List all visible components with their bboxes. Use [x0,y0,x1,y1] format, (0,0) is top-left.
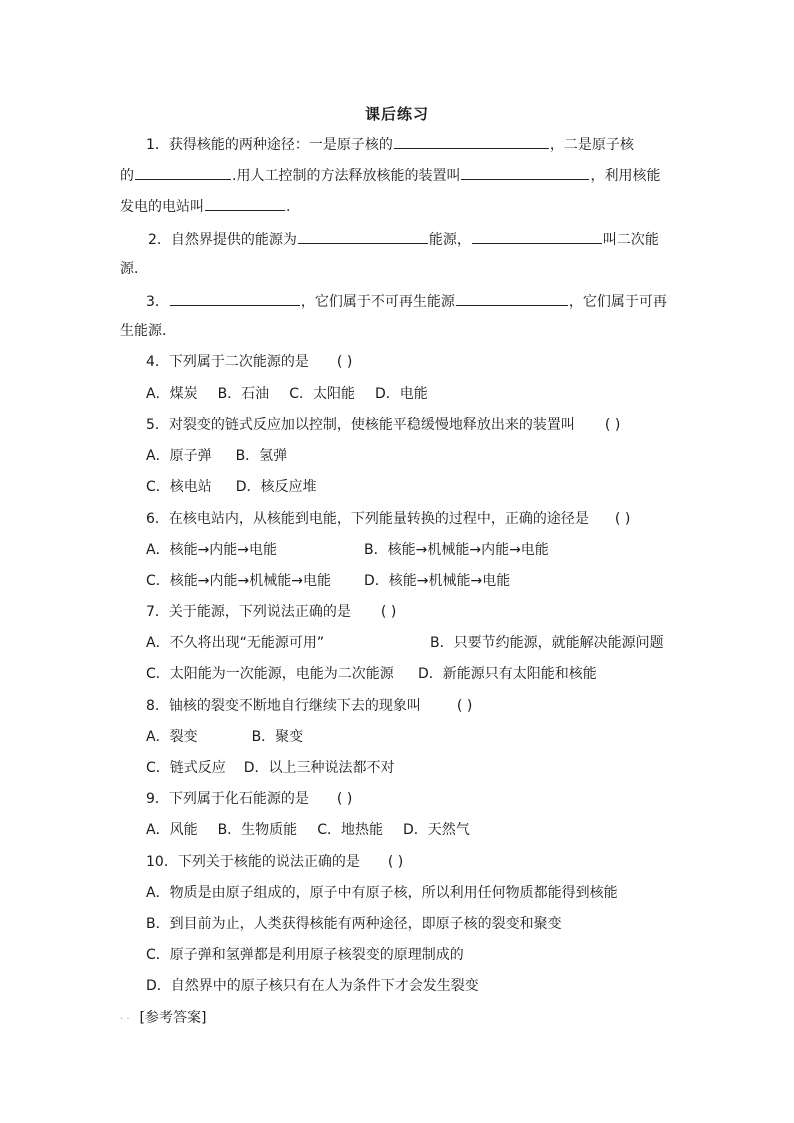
q8-option-b[interactable]: B．聚变 [251,729,304,745]
q10-option-c-text[interactable]: C．原子弹和氢弹都是利用原子核裂变的原理制成的 [146,947,464,963]
q9-answer-paren[interactable]: ( ) [336,791,353,807]
q1-text-b: ，二是原子核 [549,137,634,153]
q1-blank-4[interactable] [205,196,285,211]
q4-option-a[interactable]: A．煤炭 [146,386,198,402]
q7-option-d[interactable]: D．新能源只有太阳能和核能 [418,666,597,682]
q10-option-d-text[interactable]: D．自然界中的原子核只有在人为条件下才会发生裂变 [146,978,479,994]
q5-option-b[interactable]: B．氢弹 [235,448,288,464]
q10-stem-text: 10．下列关于核能的说法正确的是 [146,854,360,870]
q6-option-b[interactable]: B．核能→机械能→内能→电能 [364,542,549,558]
q5-option-d[interactable]: D．核反应堆 [235,479,317,495]
q6-option-c[interactable]: C．核能→内能→机械能→电能 [146,573,331,589]
question-10-option-b [146,915,562,933]
question-5-options-row-1 [146,447,287,465]
q2-text-b: 能源， [428,232,471,248]
question-1-line-1 [146,134,634,154]
question-4-options [146,385,428,403]
q2-text-d: 源． [120,261,148,277]
q8-stem-text: 8．铀核的裂变不断地自行继续下去的现象叫 [146,698,421,714]
question-2-line-1 [148,229,659,249]
question-10-stem [146,853,403,871]
q9-option-d[interactable]: D．天然气 [402,822,470,838]
q1-text-g: . [286,199,291,215]
question-7-options-row-1 [146,634,324,652]
q10-option-b-text[interactable]: B．到目前为止，人类获得核能有两种途径，即原子核的裂变和聚变 [146,916,562,932]
q7-option-c[interactable]: C．太阳能为一次能源，电能为二次能源 [146,666,394,682]
question-7-options-row-2 [146,665,394,683]
q9-option-c[interactable]: C．地热能 [317,822,383,838]
question-7-options-row-2b [418,665,597,683]
q3-text-d: 生能源． [120,323,176,339]
q9-option-a[interactable]: A．风能 [146,822,198,838]
question-1-line-2 [120,165,660,185]
q3-text-b: ，它们属于不可再生能源 [300,294,455,310]
question-3-line-2 [120,322,176,340]
q1-blank-2[interactable] [135,165,231,180]
q5-answer-paren[interactable]: ( ) [604,417,621,433]
question-10-option-d [146,977,479,995]
page-title: 课后练习 [364,105,429,123]
q8-option-c[interactable]: C．链式反应 [146,760,226,776]
question-7-options-row-1b [430,634,664,652]
question-5-stem [146,416,620,434]
q2-text-a: 2．自然界提供的能源为 [148,232,297,248]
q3-text-c: ，它们属于可再 [568,294,667,310]
q4-stem-text: 4．下列属于二次能源的是 [146,354,309,370]
q1-blank-1[interactable] [394,134,549,149]
q3-text-a: 3． [146,294,169,310]
q5-stem-text: 5．对裂变的链式反应加以控制，使核能平稳缓慢地释放出来的装置叫 [146,417,575,433]
q4-option-b[interactable]: B．石油 [217,386,270,402]
q6-option-d[interactable]: D．核能→机械能→电能 [364,573,511,589]
question-2-line-2 [120,260,148,278]
question-6-options-row-2b [364,572,510,590]
question-6-options-row-1 [146,541,277,559]
q8-option-d[interactable]: D．以上三种说法都不对 [243,760,395,776]
q7-answer-paren[interactable]: ( ) [380,604,397,620]
q3-blank-2[interactable] [456,291,568,306]
q1-blank-3[interactable] [461,165,589,180]
q5-option-a[interactable]: A．原子弹 [146,448,212,464]
question-10-option-a [146,884,618,902]
question-9-stem [146,790,352,808]
q6-answer-paren[interactable]: ( ) [614,511,631,527]
q7-option-b[interactable]: B．只要节约能源，就能解决能源问题 [430,635,664,651]
q2-text-c: 叫二次能 [602,232,659,248]
question-5-options-row-2 [146,478,317,496]
question-8-options-row-1 [146,728,303,746]
q10-option-a-text[interactable]: A．物质是由原子组成的，原子中有原子核，所以利用任何物质都能得到核能 [146,885,618,901]
question-8-options-row-2 [146,759,395,777]
question-6-options-row-2 [146,572,331,590]
question-6-stem [146,510,630,528]
question-1-line-3 [120,196,290,216]
q1-text-f: 发电的电站叫 [120,199,204,215]
q7-stem-text: 7．关于能源，下列说法正确的是 [146,604,351,620]
answer-section [120,1009,206,1029]
question-7-stem [146,603,396,621]
q1-text-c: 的 [120,168,134,184]
q7-option-a[interactable]: A．不久将出现“无能源可用” [146,635,325,651]
question-4-stem [146,353,352,371]
q9-stem-text: 9．下列属于化石能源的是 [146,791,309,807]
q6-option-a[interactable]: A．核能→内能→电能 [146,542,278,558]
q8-answer-paren[interactable]: ( ) [456,698,473,714]
q1-text-a: 1．获得核能的两种途径：一是原子核的 [146,137,393,153]
q8-option-a[interactable]: A．裂变 [146,729,198,745]
q4-option-d[interactable]: D．电能 [374,386,428,402]
q3-blank-1[interactable] [170,291,300,306]
q2-blank-1[interactable] [298,229,428,244]
q6-stem-text: 6．在核电站内，从核能到电能，下列能量转换的过程中，正确的途径是 [146,511,589,527]
question-3-line-1 [146,291,667,311]
q9-option-b[interactable]: B．生物质能 [217,822,298,838]
answer-label: [参考答案] [139,1010,207,1026]
q2-blank-2[interactable] [472,229,602,244]
question-10-option-c [146,946,464,964]
question-9-options [146,821,470,839]
decorative-dots-icon: · · [120,1014,130,1025]
q4-answer-paren[interactable]: ( ) [336,354,353,370]
q10-answer-paren[interactable]: ( ) [387,854,404,870]
q1-text-e: ，利用核能 [590,168,661,184]
q4-option-c[interactable]: C．太阳能 [289,386,355,402]
q5-option-c[interactable]: C．核电站 [146,479,212,495]
question-6-options-row-1b [364,541,549,559]
question-8-stem [146,697,472,715]
q1-text-d: .用人工控制的方法释放核能的装置叫 [232,168,461,184]
